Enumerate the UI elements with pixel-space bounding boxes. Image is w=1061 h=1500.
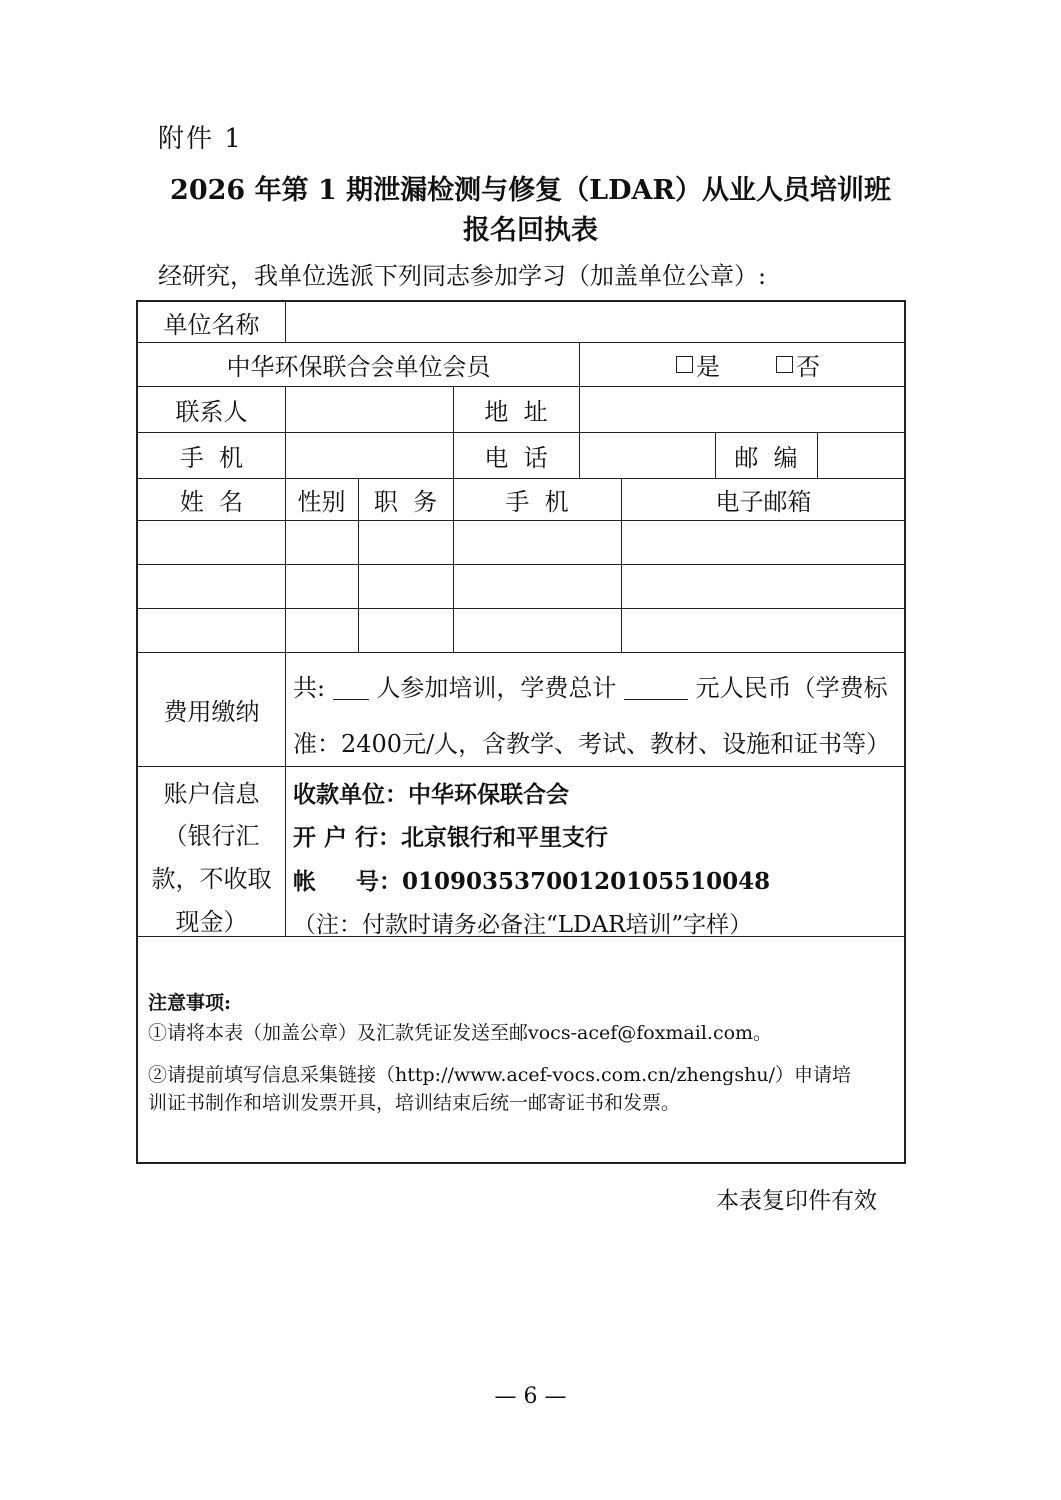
- account-label-1: 账户信息: [163, 779, 260, 808]
- registration-form: [136, 300, 906, 1164]
- column-header-email: 电子邮箱: [715, 487, 812, 516]
- phone-field[interactable]: [580, 432, 715, 478]
- contact-field[interactable]: [286, 386, 453, 432]
- member-label: 中华环保联合会单位会员: [226, 352, 491, 381]
- note-item-2-line-1: ②请提前填写信息采集链接（http://www.acef-vocs.com.cn/zhengshu/）申请培: [148, 1064, 851, 1086]
- row-divider: [138, 766, 906, 767]
- yes-label: 是: [696, 352, 720, 381]
- contact-label: 联系人: [175, 397, 248, 426]
- phone-label: 电 话: [484, 443, 548, 472]
- address-label: 地 址: [484, 397, 548, 426]
- address-field[interactable]: [580, 386, 906, 432]
- member-yes-option[interactable]: [668, 342, 728, 386]
- note-item-2-line-2: 训证书制作和培训发票开具，培训结束后统一邮寄证书和发票。: [148, 1092, 681, 1114]
- mobile-label: 手 机: [179, 443, 244, 472]
- account-number: 帐 号：01090353700120105510048: [293, 868, 771, 895]
- postcode-label: 邮 编: [734, 443, 798, 472]
- table-row[interactable]: [138, 608, 906, 652]
- total-fee-field[interactable]: [624, 675, 688, 700]
- fee-text-a: 共:: [293, 674, 326, 702]
- page-title: 2026 年第 1 期泄漏检测与修复（LDAR）从业人员培训班: [170, 175, 891, 206]
- notes-heading: 注意事项:: [148, 992, 232, 1014]
- no-label: 否: [796, 352, 820, 381]
- member-no-option[interactable]: [768, 342, 828, 386]
- postcode-field[interactable]: [818, 432, 906, 478]
- copy-valid-note: 本表复印件有效: [716, 1188, 877, 1214]
- mobile-field[interactable]: [286, 432, 453, 478]
- col-divider: [285, 652, 286, 936]
- column-header-name: 姓 名: [179, 487, 244, 516]
- table-row[interactable]: [138, 520, 906, 564]
- fee-text-b: 人参加培训，学费总计: [376, 674, 617, 702]
- page-subtitle: 报名回执表: [463, 215, 598, 246]
- payment-remark: （注：付款时请务必备注“LDAR培训”字样）: [293, 912, 753, 938]
- column-header-gender: 性别: [297, 487, 346, 516]
- account-label-4: 现金）: [175, 907, 248, 936]
- unit-name-field[interactable]: [286, 302, 906, 342]
- page-number: — 6 —: [494, 1384, 567, 1409]
- unit-name-label: 单位名称: [163, 310, 260, 339]
- attendee-count-field[interactable]: [333, 675, 369, 700]
- attachment-label: 附件 1: [158, 124, 243, 154]
- fee-line-2: 准：2400元/人，含教学、考试、教材、设施和证书等）: [293, 730, 891, 758]
- column-header-position: 职 务: [373, 487, 438, 516]
- bank-info: 开 户 行：北京银行和平里支行: [293, 824, 609, 851]
- intro-text: 经研究，我单位选派下列同志参加学习（加盖单位公章）:: [158, 262, 767, 290]
- fee-text-c: 元人民币（学费标: [695, 674, 888, 702]
- col-divider: [579, 342, 580, 386]
- column-header-mobile: 手 机: [505, 487, 569, 516]
- payee-info: 收款单位：中华环保联合会: [293, 781, 569, 808]
- fee-label: 费用缴纳: [163, 697, 260, 726]
- account-label-3: 款，不收取: [151, 864, 272, 893]
- table-row[interactable]: [138, 564, 906, 608]
- checkbox-yes[interactable]: [676, 356, 693, 373]
- fee-line-1: [293, 668, 888, 703]
- note-item-1: ①请将本表（加盖公章）及汇款凭证发送至邮vocs-acef@foxmail.com。: [148, 1022, 773, 1044]
- checkbox-no[interactable]: [776, 356, 793, 373]
- account-label-2: （银行汇: [163, 821, 260, 850]
